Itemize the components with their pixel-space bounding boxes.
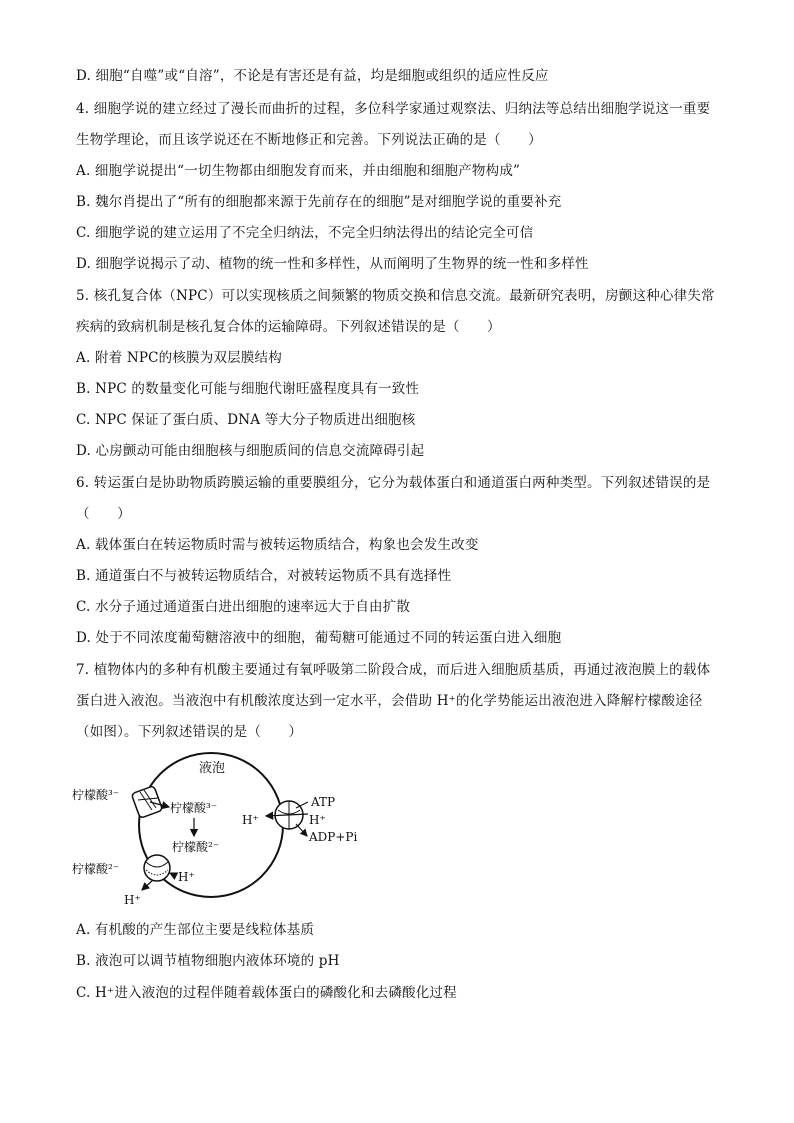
option-6b: B. 通道蛋白不与被转运物质结合，对被转运物质不具有选择性: [76, 568, 452, 584]
question-5-stem-cont: 疾病的致病机制是核孔复合体的运输障碍。下列叙述错误的是（ ）: [76, 319, 501, 335]
option-7a: A. 有机酸的产生部位主要是线粒体基质: [76, 922, 315, 938]
option-4d: D. 细胞学说揭示了动、植物的统一性和多样性，从而阐明了生物界的统一性和多样性: [76, 256, 589, 272]
option-4a: A. 细胞学说提出“一切生物都由细胞发育而来，并由细胞和细胞产物构成”: [76, 163, 521, 179]
h-citrate-antiporter: [144, 855, 170, 881]
option-4c: C. 细胞学说的建立运用了不完全归纳法，不完全归纳法得出的结论完全可信: [76, 225, 534, 241]
adp-label: ADP+Pi: [309, 830, 358, 844]
vacuole-label: 液泡: [199, 761, 226, 776]
option-6a: A. 载体蛋白在转运物质时需与被转运物质结合，构象也会发生改变: [76, 537, 479, 553]
option-7b: B. 液泡可以调节植物细胞内液体环境的 pH: [76, 953, 340, 969]
option-5b: B. NPC 的数量变化可能与细胞代谢旺盛程度具有一致性: [76, 381, 420, 397]
question-4-stem: 4. 细胞学说的建立经过了漫长而曲折的过程，多位科学家通过观察法、归纳法等总结出细胞学说这一重要: [76, 101, 711, 117]
option-7c: C. H⁺进入液泡的过程伴随着载体蛋白的磷酸化和去磷酸化过程: [76, 985, 457, 1001]
option-6d: D. 处于不同浓度葡萄糖溶液中的细胞，葡萄糖可能通过不同的转运蛋白进入细胞: [76, 630, 562, 646]
question-7-stem: 7. 植物体内的多种有机酸主要通过有氧呼吸第二阶段合成，而后进入细胞质基质，再通过液泡膜上的载体: [76, 662, 711, 678]
h-right-inside-label: H⁺: [242, 813, 259, 827]
h-bottom-inside-label: H⁺: [178, 870, 195, 884]
h-right-outside-label: H⁺: [309, 813, 326, 827]
option-4b: B. 魏尔肖提出了“所有的细胞都来源于先前存在的细胞”是对细胞学说的重要补充: [76, 194, 562, 210]
citrate2-outside-label: 柠檬酸²⁻: [72, 862, 120, 876]
h-bottom-outside-label: H⁺: [124, 893, 141, 907]
question-7-stem-end: （如图）。下列叙述错误的是（ ）: [76, 724, 303, 740]
atp-label: ATP: [311, 795, 336, 809]
question-4-stem-cont: 生物学理论，而且该学说还在不断地修正和完善。下列说法正确的是（ ）: [76, 132, 542, 148]
vacuole-diagram: [68, 752, 388, 912]
question-5-stem: 5. 核孔复合体（NPC）可以实现核质之间频繁的物质交换和信息交流。最新研究表明，房颤这种心律失常: [76, 288, 715, 304]
option-5a: A. 附着 NPC的核膜为双层膜结构: [76, 350, 282, 366]
question-6-stem: 6. 转运蛋白是协助物质跨膜运输的重要膜组分，它分为载体蛋白和通道蛋白两种类型。下列叙述错误的是: [76, 475, 711, 491]
citrate3-inside-label: 柠檬酸³⁻: [170, 801, 218, 815]
option-6c: C. 水分子通过通道蛋白进出细胞的速率远大于自由扩散: [76, 599, 411, 615]
option-5c: C. NPC 保证了蛋白质、DNA 等大分子物质进出细胞核: [76, 412, 416, 428]
option-3d: D. 细胞“自噬”或“自溶”，不论是有害还是有益，均是细胞或组织的适应性反应: [76, 68, 549, 84]
citrate3-outside-label: 柠檬酸³⁻: [72, 788, 120, 802]
citrate-carrier-protein: [131, 786, 162, 819]
question-6-stem-cont: （ ）: [76, 506, 131, 522]
citrate2-inside-label: 柠檬酸²⁻: [172, 840, 220, 854]
option-5d: D. 心房颤动可能由细胞核与细胞质间的信息交流障碍引起: [76, 443, 425, 459]
question-7-stem-cont: 蛋白进入液泡。当液泡中有机酸浓度达到一定水平，会借助 H⁺的化学势能运出液泡进入降解柠檬酸途径: [76, 693, 703, 709]
